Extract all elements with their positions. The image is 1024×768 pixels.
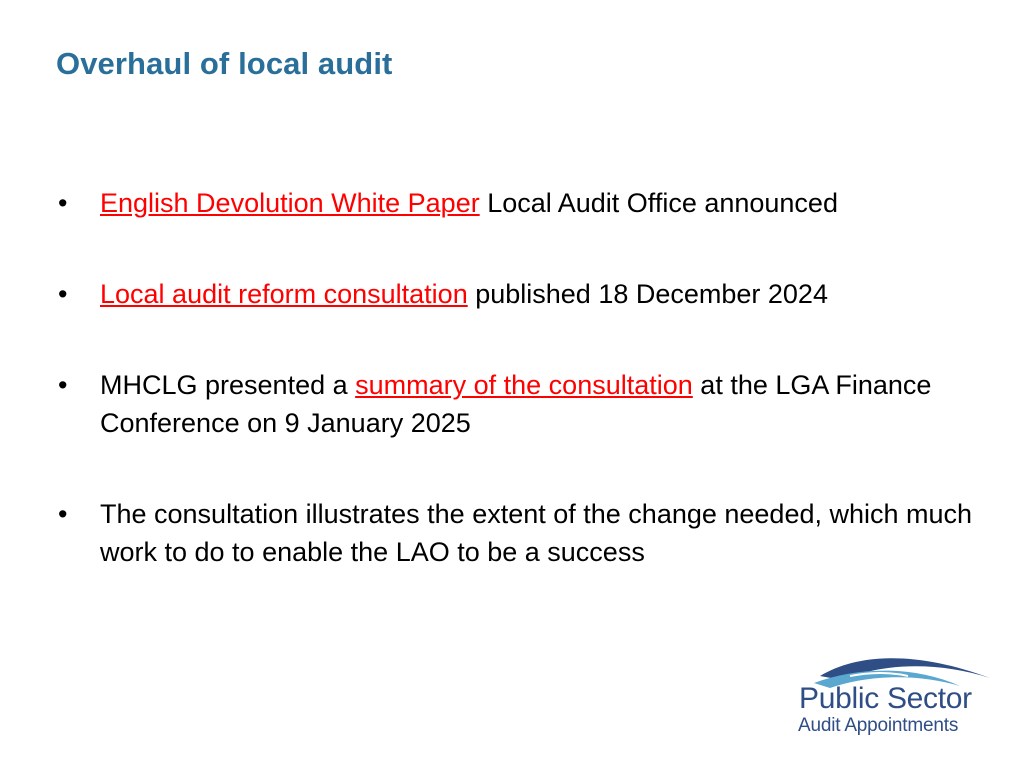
consultation-link[interactable]: Local audit reform consultation <box>100 279 468 309</box>
white-paper-link[interactable]: English Devolution White Paper <box>100 188 480 218</box>
bullet-text: MHCLG presented a <box>100 370 356 400</box>
bullet-glyph: • <box>58 499 68 529</box>
bullet-glyph: • <box>58 188 68 218</box>
bullet-list <box>58 184 978 624</box>
bullet-text: Local Audit Office announced <box>479 188 838 218</box>
bullet-item <box>58 495 978 571</box>
logo-line1: Public Sector <box>799 682 972 715</box>
bullet-glyph: • <box>58 279 68 309</box>
bullet-text: at the LGA Finance Conference on 9 January 2025 <box>100 370 932 438</box>
slide-title: Overhaul of local audit <box>56 46 393 81</box>
bullet-glyph: • <box>58 370 68 400</box>
bullet-item <box>58 184 978 222</box>
psaa-logo <box>790 652 998 742</box>
bullet-item <box>58 366 978 442</box>
bullet-text: published 18 December 2024 <box>467 279 828 309</box>
bullet-text: The consultation illustrates the extent of the change needed, which much work to do to enable the LAO to be a success <box>100 499 973 567</box>
logo-line2: Audit Appointments <box>798 715 959 736</box>
bullet-item <box>58 275 978 313</box>
consultation-summary-link[interactable]: summary of the consultation <box>355 370 693 400</box>
